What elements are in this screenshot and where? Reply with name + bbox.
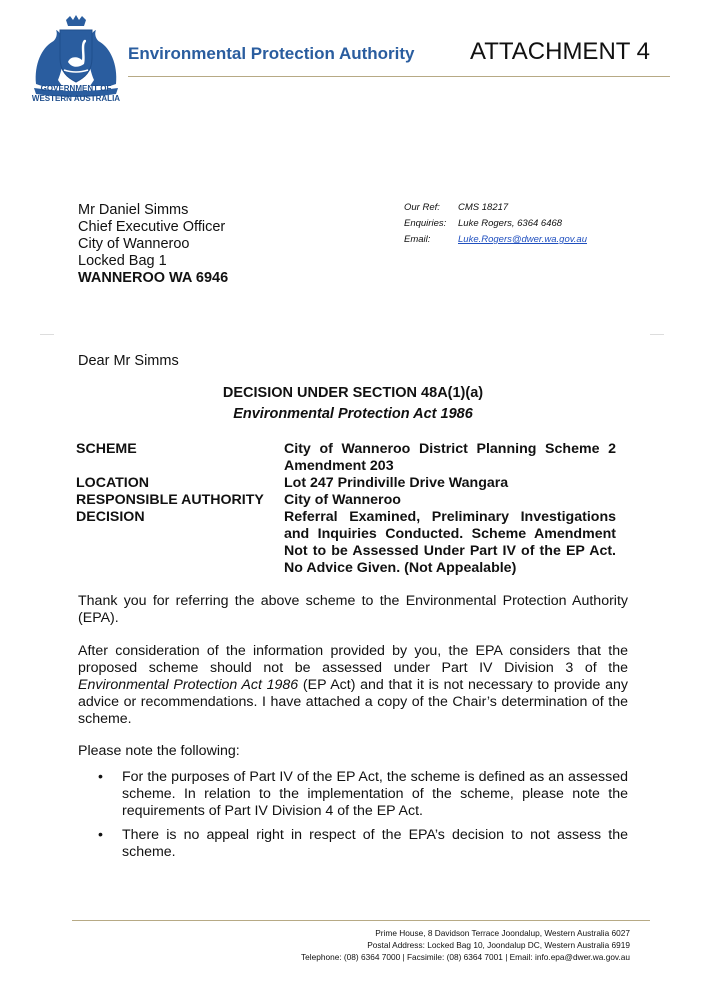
enquiries-row bbox=[404, 216, 587, 232]
our-ref-row bbox=[404, 200, 587, 216]
details-label: DECISION bbox=[76, 509, 145, 525]
email-row bbox=[404, 232, 587, 248]
details-label: SCHEME bbox=[76, 441, 137, 457]
details-label: RESPONSIBLE AUTHORITY bbox=[76, 492, 264, 508]
footer-postal-address: Postal Address: Locked Bag 10, Joondalup DC, Western Australia 6919 bbox=[367, 940, 630, 950]
enquiries-value: Luke Rogers, 6364 6468 bbox=[458, 218, 563, 229]
details-row-responsible-authority bbox=[76, 492, 616, 509]
government-label-line2: WESTERN AUSTRALIA bbox=[31, 94, 121, 103]
enquiries-label: Enquiries: bbox=[404, 218, 447, 229]
body-paragraph-3: Please note the following: bbox=[78, 743, 240, 759]
details-row-scheme bbox=[76, 441, 616, 475]
reference-block bbox=[404, 200, 587, 248]
details-value: City of Wanneroo District Planning Scheme 2 Amendment 203 bbox=[284, 441, 616, 474]
email-link[interactable]: Luke.Rogers@dwer.wa.gov.au bbox=[458, 234, 587, 245]
fold-mark-left bbox=[40, 334, 54, 335]
bullet-icon: • bbox=[98, 769, 103, 785]
bullet-text: For the purposes of Part IV of the EP Act, the scheme is defined as an assessed scheme. In relation to the implementation of the scheme, please note the requirements of Part IV Division 4 of the EP Act. bbox=[122, 769, 628, 819]
attachment-label: ATTACHMENT 4 bbox=[470, 38, 651, 65]
government-label-line1: GOVERNMENT OF bbox=[40, 84, 112, 93]
decision-act: Environmental Protection Act 1986 bbox=[233, 406, 473, 422]
details-row-location bbox=[76, 475, 616, 492]
authority-name: Environmental Protection Authority bbox=[128, 44, 415, 63]
footer-contact bbox=[200, 927, 630, 963]
scheme-details bbox=[76, 441, 616, 577]
para2-act-name: Environmental Protection Act 1986 bbox=[78, 677, 299, 693]
details-value: City of Wanneroo bbox=[284, 492, 401, 508]
salutation: Dear Mr Simms bbox=[78, 353, 179, 369]
body-paragraph-2 bbox=[78, 643, 628, 728]
addressee-locality: WANNEROO WA 6946 bbox=[78, 270, 229, 286]
footer-phone-email: Telephone: (08) 6364 7000 | Facsimile: (08) 6364 7001 | Email: info.epa@dwer.wa.gov.au bbox=[301, 952, 630, 962]
bullet-item bbox=[98, 769, 628, 820]
bullet-text: There is no appeal right in respect of the EPA’s decision to not assess the scheme. bbox=[122, 827, 628, 860]
our-ref-label: Our Ref: bbox=[404, 202, 440, 213]
details-value: Referral Examined, Preliminary Investigations and Inquiries Conducted. Scheme Amendment Not to be Assessed Under Part IV of the EP Act. No Advice Given. (Not Appealable) bbox=[284, 509, 616, 576]
details-label: LOCATION bbox=[76, 475, 150, 491]
addressee-title: Chief Executive Officer bbox=[78, 219, 226, 235]
our-ref-value: CMS 18217 bbox=[458, 202, 509, 213]
email-label: Email: bbox=[404, 234, 431, 245]
addressee-organisation: City of Wanneroo bbox=[78, 236, 190, 252]
details-row-decision bbox=[76, 509, 616, 577]
details-value: Lot 247 Prindiville Drive Wangara bbox=[284, 475, 509, 491]
government-label bbox=[22, 84, 130, 104]
addressee-block bbox=[78, 202, 228, 287]
decision-title: DECISION UNDER SECTION 48A(1)(a) bbox=[222, 385, 484, 401]
para2-end: (EP Act) and that it is not necessary to provide any advice or recommendations. I have attached a copy of the Chair’s determination of the scheme. bbox=[78, 677, 628, 727]
fold-mark-right bbox=[650, 334, 664, 335]
addressee-postal: Locked Bag 1 bbox=[78, 253, 167, 269]
footer-divider bbox=[72, 920, 650, 921]
addressee-name: Mr Daniel Simms bbox=[78, 202, 189, 218]
body-paragraph-1: Thank you for referring the above scheme to the Environmental Protection Authority (EPA). bbox=[78, 593, 628, 626]
bullet-item bbox=[98, 827, 628, 861]
bullet-icon: • bbox=[98, 827, 103, 843]
para2-start: After consideration of the information provided by you, the EPA considers that the proposed scheme should not be assessed under Part IV Division 3 of the bbox=[78, 643, 628, 676]
header-divider bbox=[128, 76, 670, 77]
footer-address: Prime House, 8 Davidson Terrace Joondalup, Western Australia 6027 bbox=[375, 928, 630, 938]
